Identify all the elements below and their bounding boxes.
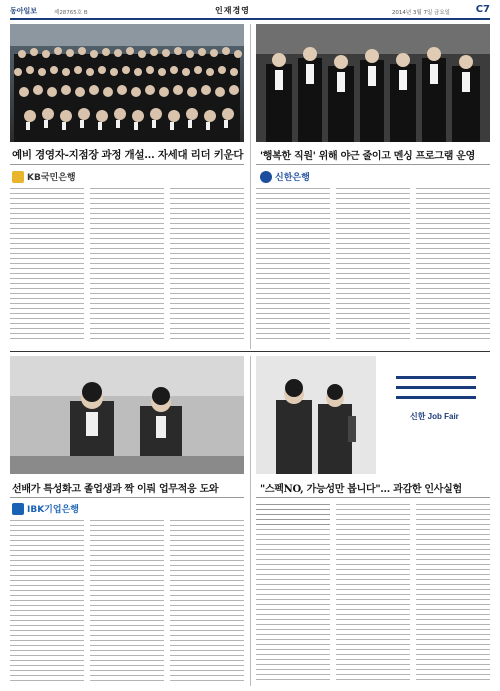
- issue-date: 2014년 3월 7일 금요일: [391, 10, 450, 16]
- article-4-body: [256, 504, 490, 684]
- article-2-headline: '행복한 직원' 위해 야근 줄이고 멘싱 프로그램 운영: [260, 151, 475, 162]
- ibk-logo-icon: [12, 503, 24, 515]
- job-fair-sign: 신한 Job Fair: [410, 412, 459, 421]
- article-1-headline: 예비 경영자-지점장 과정 개설… 자세대 리더 키운다: [12, 149, 244, 161]
- article-3-body: [10, 520, 244, 684]
- article-2-body: [256, 188, 490, 346]
- article-3-logo: [12, 502, 79, 515]
- kb-logo-icon: [12, 171, 24, 183]
- page-number: C7: [475, 4, 490, 15]
- article-1-photo: [10, 24, 244, 142]
- page-header: [10, 4, 490, 20]
- article-2-logo-text: 신한은행: [275, 173, 310, 183]
- article-1-logo: [12, 170, 76, 183]
- article-4-photo: [256, 356, 490, 474]
- edition-info: 제28765호 B: [54, 10, 88, 16]
- article-3-photo: [10, 356, 244, 474]
- shinhan-logo-icon: [260, 171, 272, 183]
- article-4-headline: "스펙NO, 가능성만 봅니다"… 과감한 인사실험: [260, 484, 462, 495]
- masthead: 동아일보: [10, 6, 38, 15]
- article-1-body: [10, 188, 244, 346]
- newspaper-page: [10, 4, 490, 687]
- article-1-logo-text: KB국민은행: [27, 173, 76, 183]
- section-title: 인재경영: [215, 6, 250, 15]
- article-2-photo: [256, 24, 490, 142]
- article-3-logo-text: IBK기업은행: [27, 505, 79, 515]
- article-3-headline: 선배가 특성화고 졸업생과 짝 이뤄 업무적응 도와: [12, 484, 219, 495]
- article-2-logo: [260, 170, 310, 183]
